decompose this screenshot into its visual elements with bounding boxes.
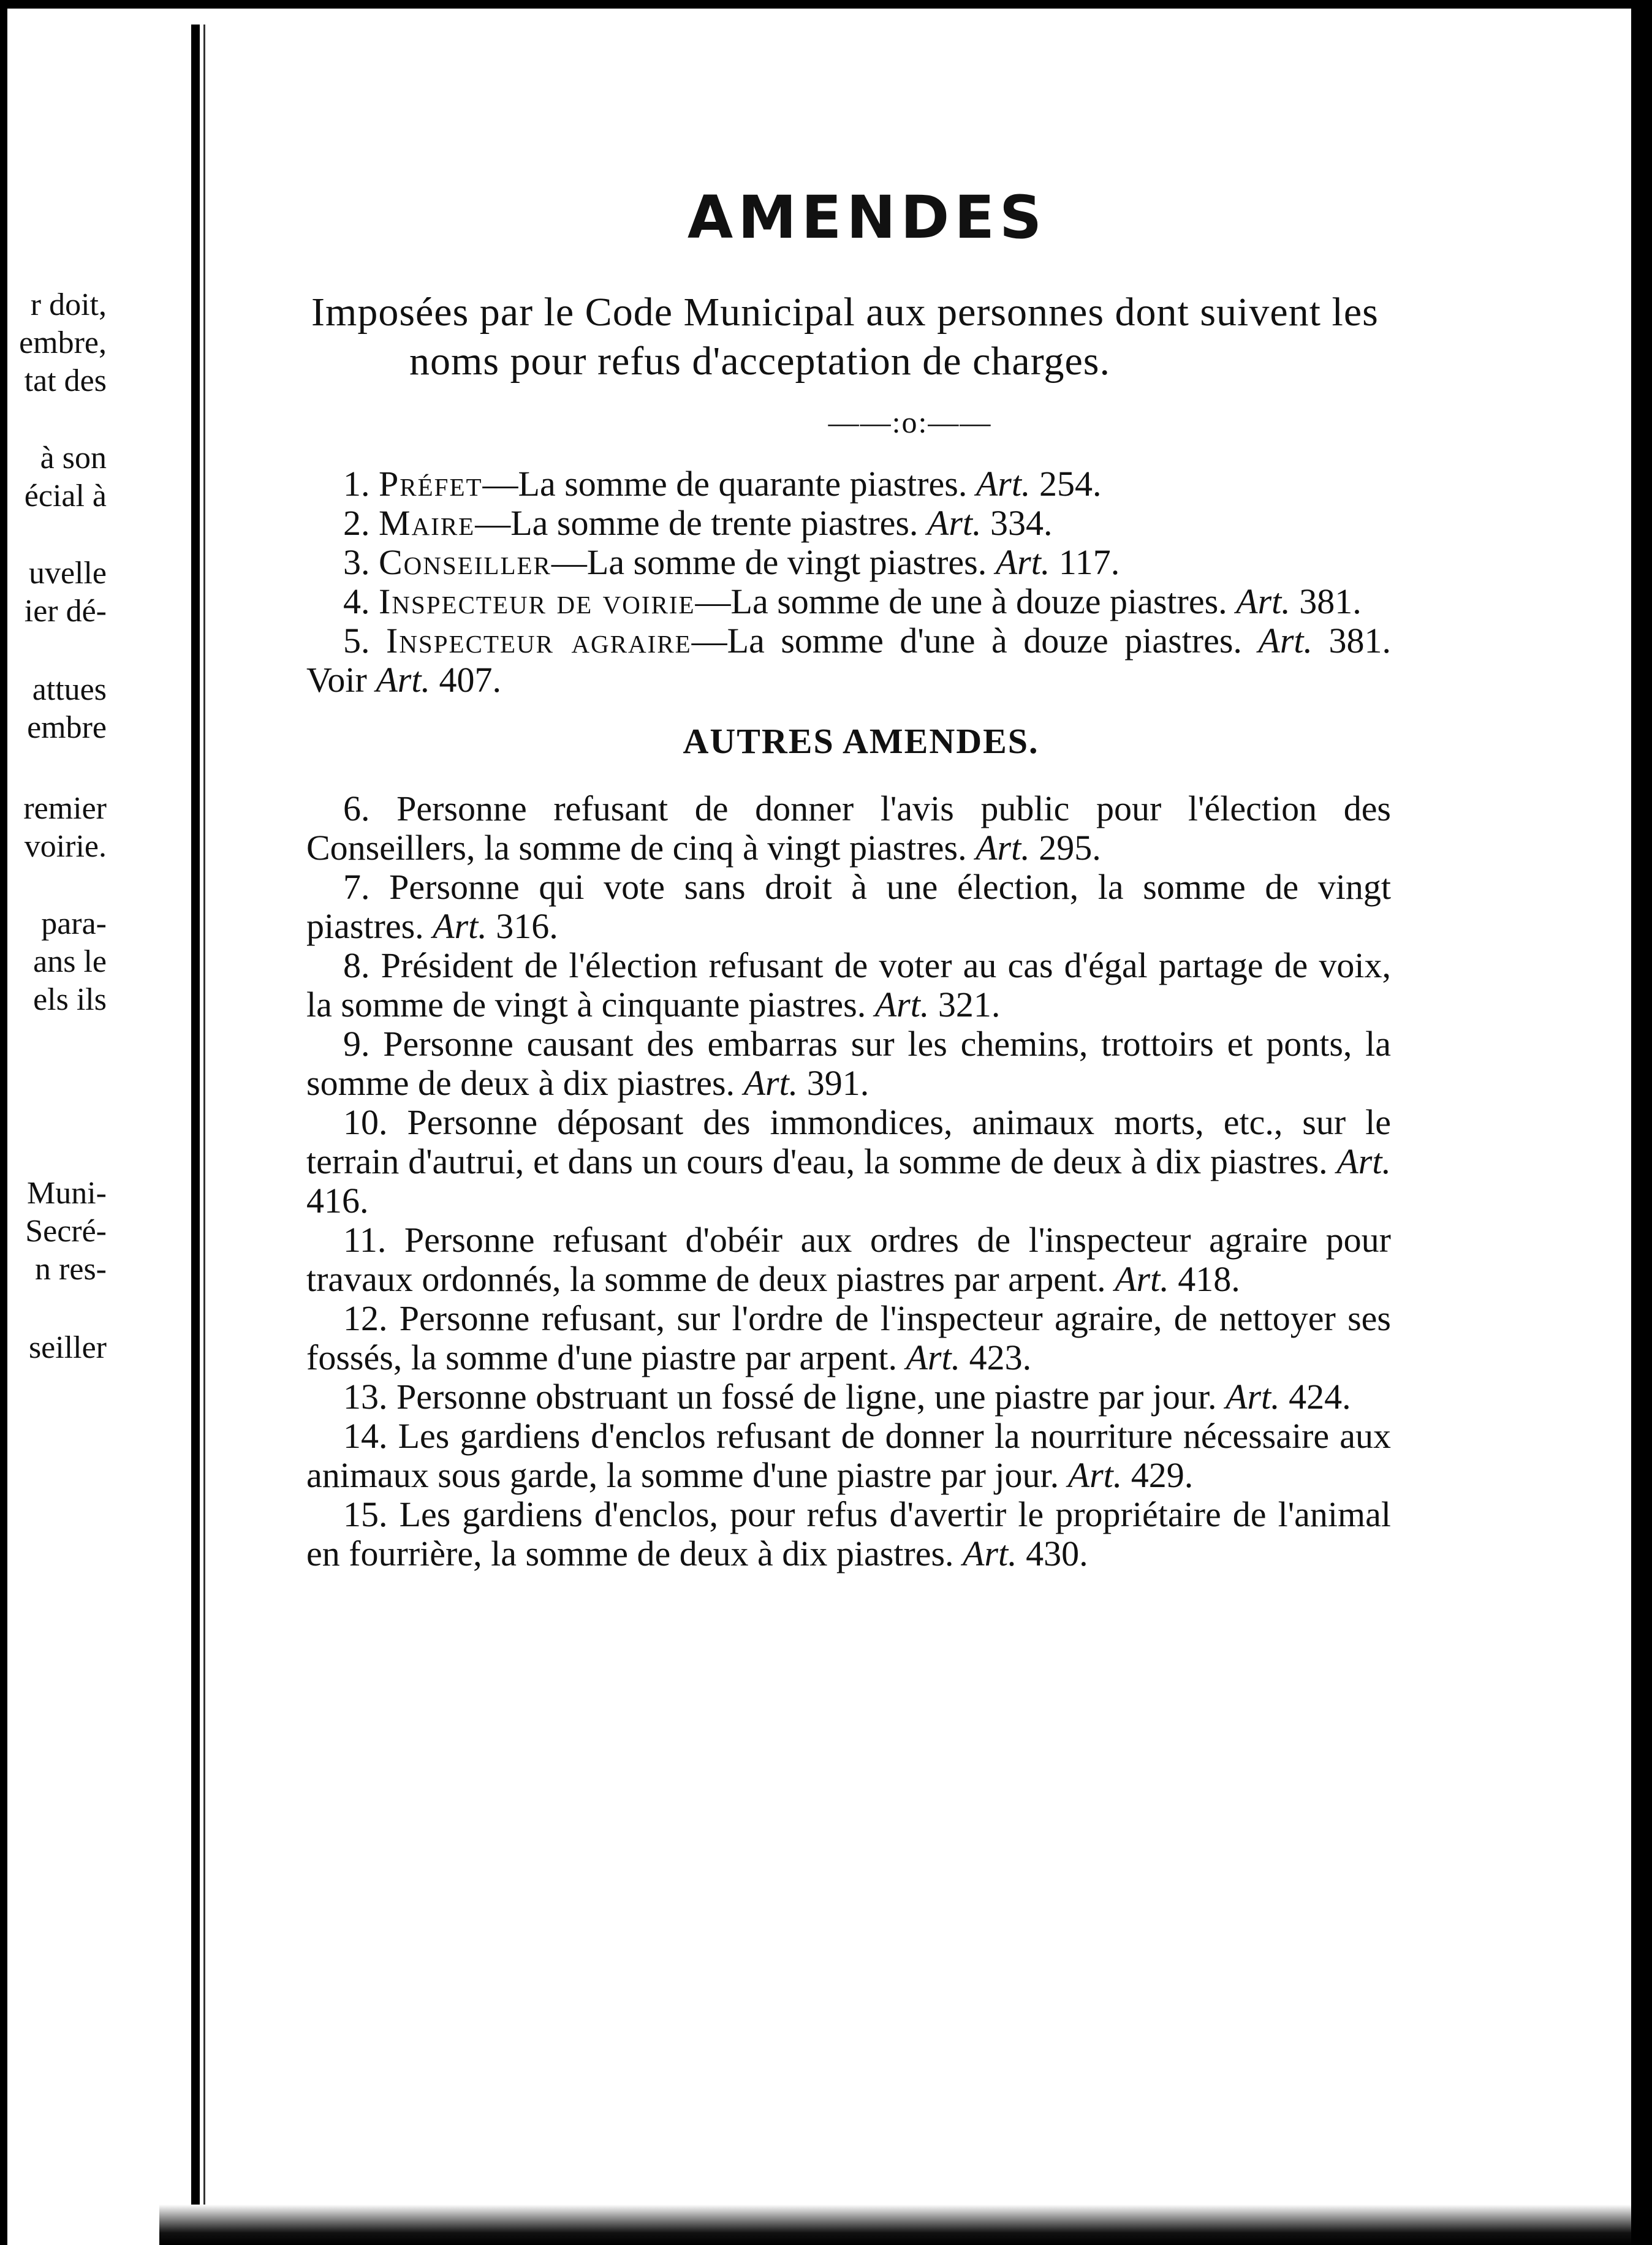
page-bottom-shadow	[159, 2205, 1631, 2245]
fine-entry: 14. Les gardiens d'enclos refusant de donner la nourriture nécessaire aux animaux sous garde, la somme d'une piastre par jour. Art. 429.	[306, 1416, 1391, 1495]
fine-entry: 11. Personne refusant d'obéir aux ordres de l'inspecteur agraire pour travaux ordonnés, la somme de deux piastres par arpent. Art. 418.	[306, 1220, 1392, 1299]
office-name: Préfet	[379, 464, 483, 504]
office-name: Inspecteur agraire	[386, 621, 692, 661]
left-page-fragments	[0, 0, 184, 2245]
refusal-fines-list	[306, 464, 1391, 700]
page-top-edge	[0, 0, 1652, 9]
fine-entry: 10. Personne déposant des immondices, animaux morts, etc., sur le terrain d'autrui, et dans un cours d'eau, la somme de deux à dix piastres. Art. 416.	[306, 1102, 1391, 1221]
fine-entry: 12. Personne refusant, sur l'ordre de l'inspecteur agraire, de nettoyer ses fossés, la somme d'une piastre par arpent. Art. 423.	[306, 1298, 1391, 1377]
fine-entry: 8. Président de l'élection refusant de voter au cas d'égal partage de voix, la somme de vingt à cinquante piastres. Art. 321.	[306, 945, 1392, 1024]
left-fragment: ier dé-	[24, 594, 107, 629]
section-heading-other-fines: AUTRES AMENDES.	[683, 721, 1039, 761]
fine-entry: 1. Préfet—La somme de quarante piastres. Art. 254.	[343, 464, 1102, 504]
fine-entry: 4. Inspecteur de voirie—La somme de une à douze piastres. Art. 381.	[343, 581, 1362, 621]
main-page	[306, 184, 1391, 1573]
fine-entry: 3. Conseiller—La somme de vingt piastres. Art. 117.	[343, 542, 1120, 582]
left-fragment: ans le	[33, 944, 107, 979]
left-fragment: uvelle	[28, 556, 107, 591]
page-right-edge	[1631, 0, 1652, 2245]
left-fragment: Muni-	[27, 1176, 107, 1211]
left-fragment: n res-	[35, 1252, 107, 1287]
fine-entry: 15. Les gardiens d'enclos, pour refus d'avertir le propriétaire de l'animal en fourrière, la somme de deux à dix piastres. Art. 430.	[306, 1494, 1391, 1573]
left-fragment: tat des	[24, 363, 107, 398]
office-name: Inspecteur de voirie	[379, 581, 695, 621]
left-fragment: écial à	[24, 479, 107, 513]
left-fragment: els ils	[33, 982, 107, 1017]
ornament-divider: ——:o:——	[828, 405, 992, 439]
fine-entry: 9. Personne causant des embarras sur les chemins, trottoirs et ponts, la somme de deux à dix piastres. Art. 391.	[306, 1024, 1392, 1103]
fine-entry: 13. Personne obstruant un fossé de ligne, une piastre par jour. Art. 424.	[343, 1377, 1351, 1417]
left-fragment: embre	[27, 710, 107, 745]
page-title: AMENDES	[687, 183, 1047, 252]
left-fragment: Secré-	[25, 1214, 107, 1249]
left-fragment: r doit,	[30, 287, 107, 322]
left-fragment: para-	[41, 906, 107, 941]
office-name: Maire	[379, 503, 476, 543]
office-name: Conseiller	[379, 542, 551, 582]
fine-entry: 7. Personne qui vote sans droit à une élection, la somme de vingt piastres. Art. 316.	[306, 867, 1392, 946]
left-fragment: à son	[40, 441, 107, 475]
left-fragment: attues	[32, 672, 107, 707]
page-subtitle: Imposées par le Code Municipal aux personnes dont suivent les noms pour refus d'acceptation de charges.	[311, 290, 1379, 384]
left-fragment: voirie.	[24, 829, 107, 864]
left-fragment: embre,	[19, 325, 107, 360]
fine-entry: 5. Inspecteur agraire—La somme d'une à douze piastres. Art. 381. Voir Art. 407.	[306, 621, 1392, 700]
page-gutter-inner	[203, 25, 205, 2230]
left-fragment: remier	[23, 791, 107, 826]
left-fragment: seiller	[28, 1330, 107, 1365]
other-fines-list	[306, 789, 1391, 1573]
fine-entry: 6. Personne refusant de donner l'avis public pour l'élection des Conseillers, la somme de cinq à vingt piastres. Art. 295.	[306, 789, 1392, 868]
page-gutter	[191, 25, 200, 2230]
fine-entry: 2. Maire—La somme de trente piastres. Art. 334.	[343, 503, 1053, 543]
